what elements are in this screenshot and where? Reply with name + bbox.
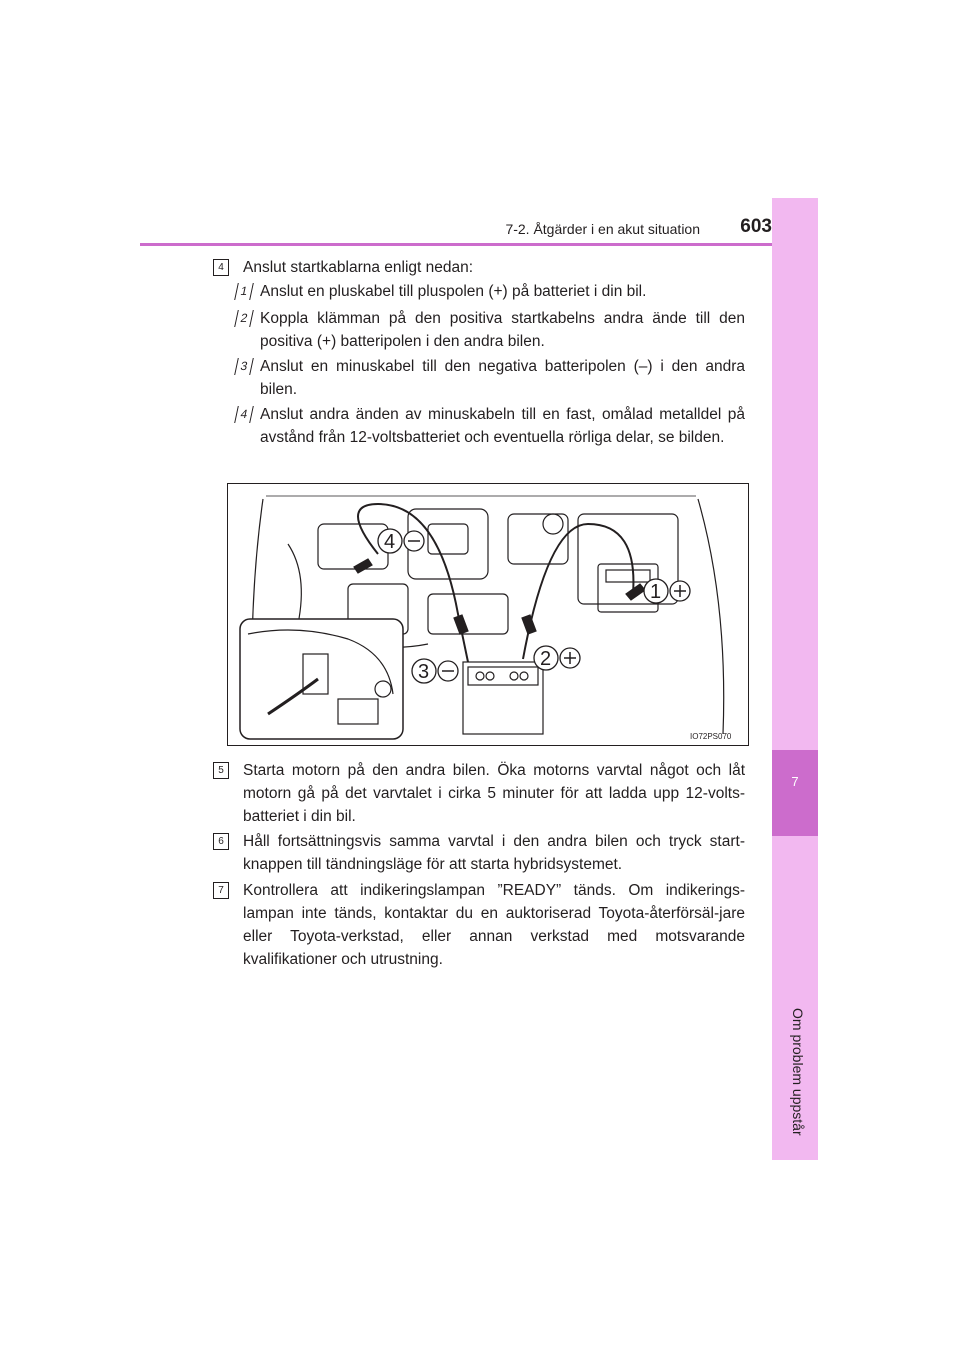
step-7: [213, 879, 745, 971]
engine-bay-drawing: [228, 484, 748, 745]
step-marker: 7: [213, 882, 229, 899]
chapter-side-tab: [772, 198, 818, 1160]
section-title: 7-2. Åtgärder i en akut situation: [505, 221, 700, 237]
step-marker: 4: [213, 259, 229, 276]
substep-3: [236, 355, 745, 401]
substep-marker: 1: [234, 283, 254, 300]
substep-2: [236, 307, 745, 353]
step-6: [213, 830, 745, 876]
header-rule: [140, 243, 818, 246]
chapter-label: Om problem uppstår: [790, 1008, 806, 1136]
callout-1: 1: [650, 581, 662, 603]
substep-text: Anslut en minuskabel till den negativa batteripolen (–) i den andra bilen.: [260, 358, 745, 398]
step-text: Kontrollera att indikeringslampan ”READY” tänds. Om indikerings-lampan inte tänds, kontaktar du en auktoriserad Toyota-återförsäl-jare eller Toyota-verkstad, eller annan verkstad med motsvarande kvalifikationer och utrustning.: [243, 882, 745, 968]
step-5: [213, 759, 745, 828]
chapter-number: 7: [791, 774, 799, 789]
step-4: [213, 256, 745, 279]
substep-marker: 4: [234, 406, 254, 423]
substep-marker: 3: [234, 358, 254, 375]
substep-text: Anslut en pluskabel till pluspolen (+) på batteriet i din bil.: [260, 283, 647, 300]
substep-1: [236, 280, 745, 303]
substep-text: Koppla klämman på den positiva startkabelns andra ände till den positiva (+) batteripolen i den andra bilen.: [260, 310, 745, 350]
step-text: Anslut startkablarna enligt nedan:: [243, 259, 474, 276]
chapter-tab-marker: [772, 750, 818, 836]
step-text: Håll fortsättningsvis samma varvtal i den andra bilen och tryck start-knappen till tändningsläge för att starta hybridsystemet.: [243, 833, 745, 873]
substep-4: [236, 403, 745, 449]
hood-edge-right: [698, 499, 724, 734]
callout-3: 3: [418, 661, 430, 683]
jump-start-illustration: [227, 483, 749, 746]
figure-code: IO72PS070: [690, 732, 732, 741]
donor-battery: [463, 662, 543, 734]
substep-marker: 2: [234, 310, 254, 327]
step-text: Starta motorn på den andra bilen. Öka motorns varvtal något och låt motorn gå på det varvtalet i cirka 5 minuter för att ladda upp 12-volts-batteriet i din bil.: [243, 762, 745, 825]
substep-text: Anslut andra änden av minuskabeln till en fast, omålad metalldel på avstånd från 12-voltsbatteriet och eventuella rörliga delar, se bilden.: [260, 406, 745, 446]
callout-4: 4: [384, 531, 396, 553]
step-marker: 5: [213, 762, 229, 779]
step-marker: 6: [213, 833, 229, 850]
page-number: 603: [740, 216, 772, 237]
callout-2: 2: [540, 648, 552, 670]
